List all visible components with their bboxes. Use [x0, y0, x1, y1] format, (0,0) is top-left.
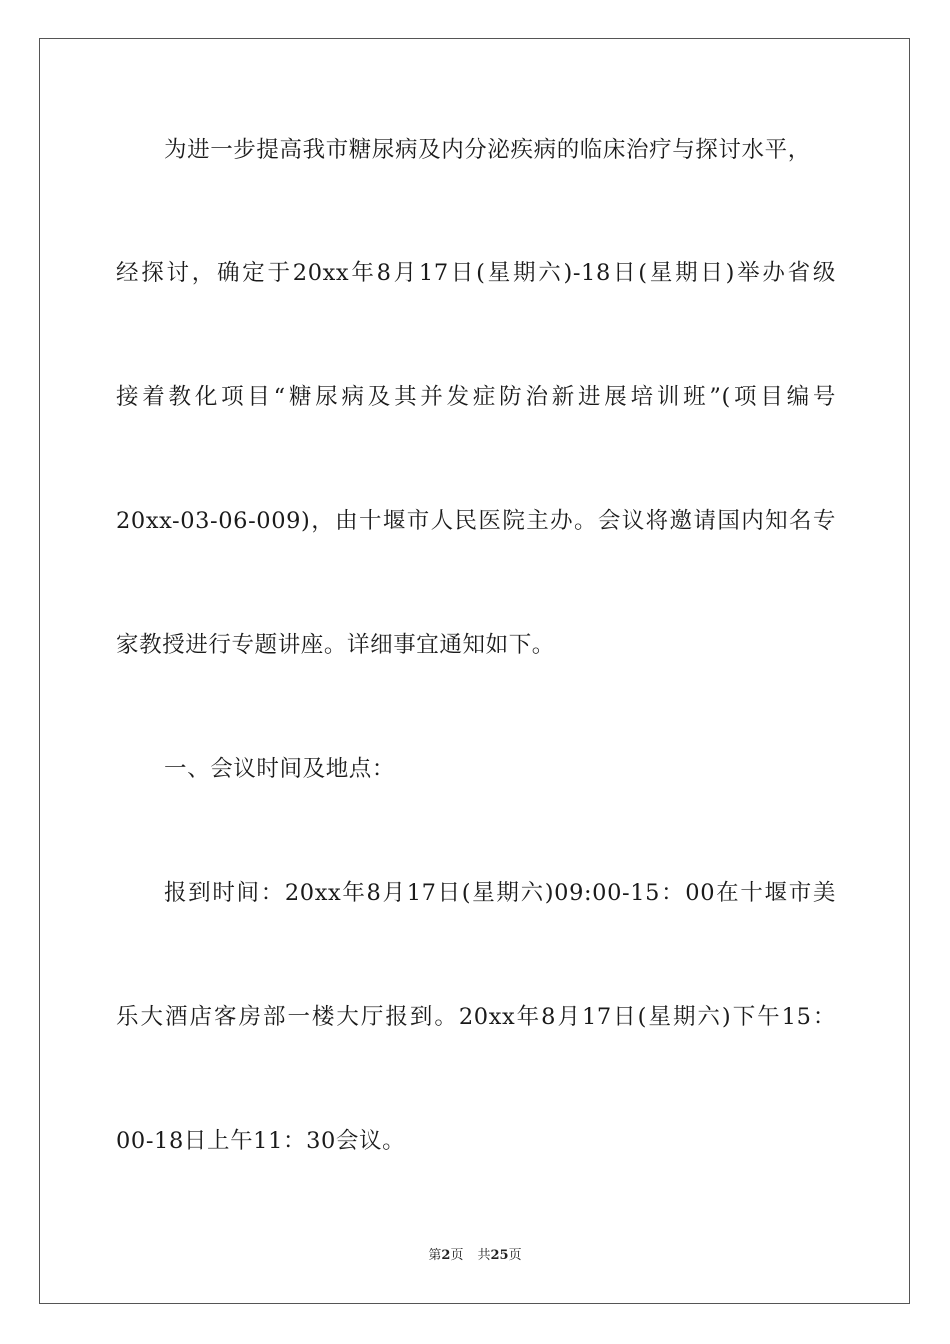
total-prefix: 共 — [477, 1248, 491, 1263]
total-suffix: 页 — [508, 1248, 522, 1263]
paragraph-line-1: 为进一步提高我市糖尿病及内分泌疾病的临床治疗与探讨水平， — [164, 137, 811, 163]
page-border — [39, 38, 910, 1304]
paragraph-line-4: 20xx-03-06-009)，由十堰市人民医院主办。会议将邀请国内知名专 — [116, 508, 836, 534]
paragraph-line-9: 00-18日上午11：30会议。 — [116, 1128, 406, 1154]
section-heading: 一、会议时间及地点： — [164, 756, 396, 782]
page-number: 2 — [441, 1248, 451, 1263]
total-pages: 25 — [490, 1248, 509, 1263]
page-prefix: 第 — [428, 1248, 442, 1263]
paragraph-line-3: 接着教化项目“糖尿病及其并发症防治新进展培训班”(项目编号 — [116, 384, 836, 410]
paragraph-line-5: 家教授进行专题讲座。详细事宜通知如下。 — [116, 632, 555, 658]
paragraph-line-8: 乐大酒店客房部一楼大厅报到。20xx年8月17日(星期六)下午15： — [116, 1004, 836, 1030]
page-suffix: 页 — [450, 1248, 464, 1263]
page-footer — [0, 1247, 950, 1265]
paragraph-line-2: 经探讨，确定于20xx年8月17日(星期六)-18日(星期日)举办省级 — [116, 260, 836, 286]
paragraph-line-7: 报到时间：20xx年8月17日(星期六)09:00-15：00在十堰市美 — [164, 880, 836, 906]
